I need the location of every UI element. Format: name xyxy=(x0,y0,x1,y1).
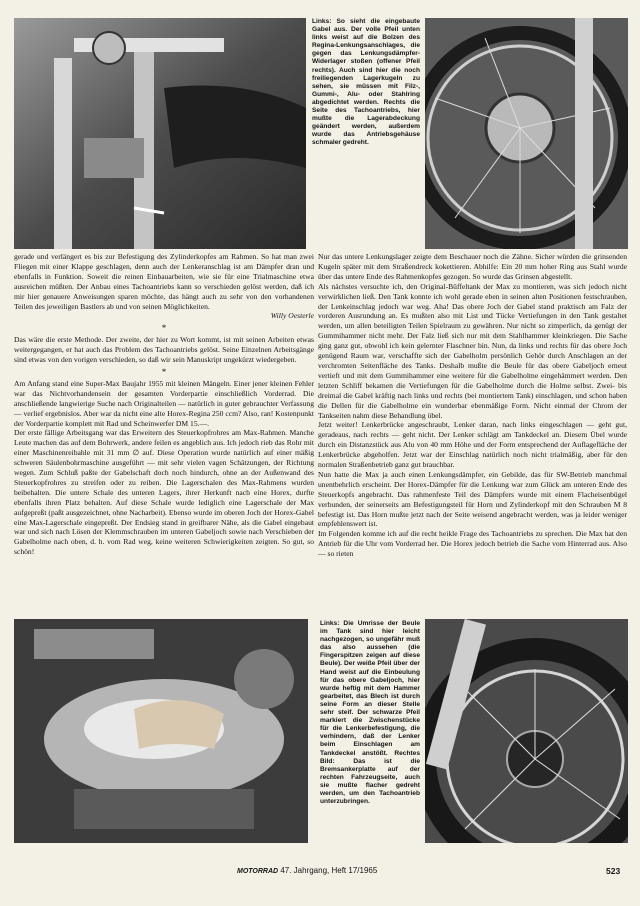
paragraph: Als nächstes versuchte ich, den Original-Büffeltank der Max zu montieren, was sich jedoch nicht verwirklichen ließ. Den Tank konnte ich wohl gerade eben in seinen alten Positionen festschrauben, der Lenkeinschlag jedoch war weg. Aha! Das obere Joch der Gabel stand praktisch am Falz der vorderen Ausrundung an. Es mußten also mit List und Tücke Vertiefungen in den Tank gestaltet werden, um allen beteiligten Teilen Spielraum zu gewähren. Nur nicht so zimperlich, da genügt der Gummihammer nicht mehr. Der Falz ließ sich nur mit dem Stahlhammer kleinkriegen. Die Sache ging ganz gut, obwohl ich kein gelernter Flaschner bin. Nun, da links und rechts für das obere Joch genügend Raum war, verschaffte sich der Gabelholm persönlich Gehör durch Anschlagen an der verchromten Seitenfläche des Tanks. Deshalb mußte die Beule für das obere Gabeljoch erneut vertieft und mit dem Gummihammer eine weitere für die Gabelholme eingehämmert werden. Den letzten Schliff bekamen die Vertiefungen für die Gabelholme durch die Holme selbst. Zwei- bis dreimal die Gabel kräftig nach links und rechts (bei montiertem Tank) einschlagen, und schon haben die Dellen für die Gabelholme ein wunderbar ebenmäßige Form. Nicht einmal der Chrom der Tankseiten nahm diese Behandlung übel. xyxy=(318,281,627,420)
photo-tank-dent xyxy=(14,619,308,843)
photo-fork-installed xyxy=(14,18,306,249)
caption-top-photos: Links: So sieht die eingebaute Gabel aus. Der volle Pfeil unten links weist auf die Bolzen des Regina-Lenkungsanschlages, die gegen das Lenkungsdämpfer-Widerlager stoßen (offener Pfeil rechts). Auch sind hier die noch freiliegenden Lagerkugeln zu sehen, sie müssen mit Filz-, Gummi-, Alu- oder Stahlring abgedichtet werden. Rechts die Seite des Tachoantriebs, hier mußte die Lagerabdeckung geändert werden, außerdem wurde das Antriebsgehäuse schmaler gedreht. xyxy=(312,18,420,147)
text-column-right xyxy=(318,252,627,559)
magazine-logo: MOTORRAD xyxy=(237,868,279,875)
section-separator: * xyxy=(161,366,167,377)
author-signature: Willy Oesterle xyxy=(270,311,314,321)
caption-bottom-photos: Links: Die Umrisse der Beule im Tank sind hier leicht nachgezogen, so ungefähr muß das also aussehen (die Fingerspitzen zeigen auf diese Beule). Der weiße Pfeil über der Hand weist auf die Einbeulung für das obere Gabeljoch, hier wurde heftig mit dem Hammer gearbeitet, das Blech ist durch seine Form an dieser Stelle sehr steif. Der schwarze Pfeil markiert die Zwischenstücke für die Lenkerbefestigung, die verhindern, daß der Lenker beim Einschlagen am Tankdeckel anstößt. Rechtes Bild: Das ist die Bremsankerplatte auf der rechten Fahrzeugseite, auch sie mußte flacher gedreht werden, um den Tachoantrieb unterzubringen. xyxy=(320,620,420,806)
paragraph: Nun hatte die Max ja auch einen Lenkungsdämpfer, ein Gebilde, das für SW-Betrieb manchmal unentbehrlich erscheint. Der Horex-Dämpfer für die Lenkung war zum Glück am unteren Ende des Steuerkopfs angebracht. Das rahmenfeste Teil des Dämpfers wurde mit einem Flacheisenbügel verbunden, der seinerseits am Befestigungsteil für Horn und Zylinderkopf mit den Schrauben M 8 befestigt ist. Das Horn mußte jetzt nach der Seite weisend angebracht werden, was ja leider weniger empfehlenswert ist. xyxy=(318,469,627,529)
page-number: 523 xyxy=(606,866,621,876)
photo-speedometer-drive-side xyxy=(425,18,628,249)
section-separator: * xyxy=(161,323,167,334)
text-column-left xyxy=(14,252,314,557)
paragraph: gerade und verlängert es bis zur Befestigung des Zylinderkopfes am Rahmen. So hat man zwei Fliegen mit einer Klappe geschlagen, denn auch der Lenkeranschlag ist am Dämpfer dran und ebenfalls in Funktion. Soweit die reinen Einbauarbeiten, wie sie für eine Trialmaschine etwa ausreichen müßten. Der Anbau eines Tachoantriebs kann so verschieden gelöst werden, daß ich mir hier genauere Anweisungen sparen möchte, das hängt auch zu sehr von den vorhandenen Teilen des jeweiligen Bastlers ab und von seinen Möglichkeiten. xyxy=(14,252,314,311)
paragraph: Der erste fällige Arbeitsgang war das Erweitern des Steuerkopfrohres am Max-Rahmen. Manche Leute machen das auf dem Bohrwerk, andere feilen es angeblich aus. Ich jedoch rieb das Rohr mit einer Maschinenreibahle mit 31 mm ∅ auf. Diese Operation wurde natürlich auf einer mäßig schweren Säulenbohrmaschine ausgeführt — mit sehr vielen vagen Schätzungen, der Richtung wegen. Zum Schluß paßte der Gabelschaft doch noch hindurch, ohne an der Außenwand des Steuerkopfrohres zu streifen oder zu reiben. Die Lagerschalen des Max-Rahmens wurden beibehalten. Die untere Schale des unteren Lagers, ihrer Herkunft nach eine Horex, durfte ebenfalls ihren Platz behalten. Auf diese Schale wurde lediglich eine Lagerschale der Max aufgepreßt (paßt ausgezeichnet, ohne Nacharbeit). Ebenso wurde im oberen Joch der Horex-Gabel eine Max-Lagerschale eingepreßt. Der Endsieg stand in greifbarer Nähe, als die Gabel eingebaut war und sich nach Lösen der Klemmschrauben im unteren Gabeljoch sowie nach Verschieben der Gabelholme nach oben, d. h. vom Rad weg, keine weiteren Schwierigkeiten zeigten. So gut, so schön! xyxy=(14,428,314,557)
page-footer xyxy=(237,866,377,875)
issue-info: 47. Jahrgang, Heft 17/1965 xyxy=(280,866,378,875)
paragraph: Jetzt weiter! Lenkerbrücke angeschraubt, Lenker daran, nach links eingeschlagen — geht gut, geradeaus, nach rechts — geht nicht. Der Lenker schlägt am Tankdeckel an. Diesem Übel wurde durch ein Distanzstück aus Alu von 40 mm Höhe und der Form entsprechend der Auflagefläche der Lenkerbrücke abgeholfen. Jetzt war der Einschlag natürlich noch nicht trialmäßig, aber für den normalen Straßenbetrieb ganz gut brauchbar. xyxy=(318,420,627,470)
paragraph: Nur das untere Lenkungslager zeigte dem Beschauer noch die Zähne. Sicher würden die grinsenden Kugeln später mit dem Straßendreck kokettieren. Abhilfe: Ein 20 mm hoher Ring aus Stahl wurde über das untere Ende des Rahmenkopfes gezogen. So wurde das Grinsen abgestellt. xyxy=(318,252,627,281)
paragraph: Im Folgenden komme ich auf die recht heikle Frage des Tachoantriebs zu sprechen. Die Max hat den Antrieb für die Uhr vom Vorderrad her. Die Horex jedoch betrieb die Sache vom Hinterrad aus. Also — so rieten xyxy=(318,529,627,559)
photo-brake-anchor-plate xyxy=(425,619,628,843)
paragraph: Das wäre die erste Methode. Der zweite, der hier zu Wort kommt, ist mit seinen Arbeiten etwas weitergegangen, er hat auch das Problem des Tachoantriebs gelöst. Seine Einzelnen Arbeitsgänge sind etwas von den vorigen verschieden, so daß wir sein Manuskript ungekürzt wiedergeben. xyxy=(14,335,314,365)
paragraph: Am Anfang stand eine Super-Max Baujahr 1955 mit kleinen Mängeln. Einer jener kleinen Fehler war das Nichtvorhandensein der gesamten Vorderpartie einschließlich Vorderrad. Die anschließende langwierige Suche nach Originalteilen — natürlich in guter gebrauchter Verfassung — verlief ergebnislos. Aber war da nicht eine alte Horex-Regina 250 ccm? Also, ran! Kostenpunkt der Vorderpartie komplett mit Rad und Scheinwerfer DM 15.—. xyxy=(14,378,314,428)
